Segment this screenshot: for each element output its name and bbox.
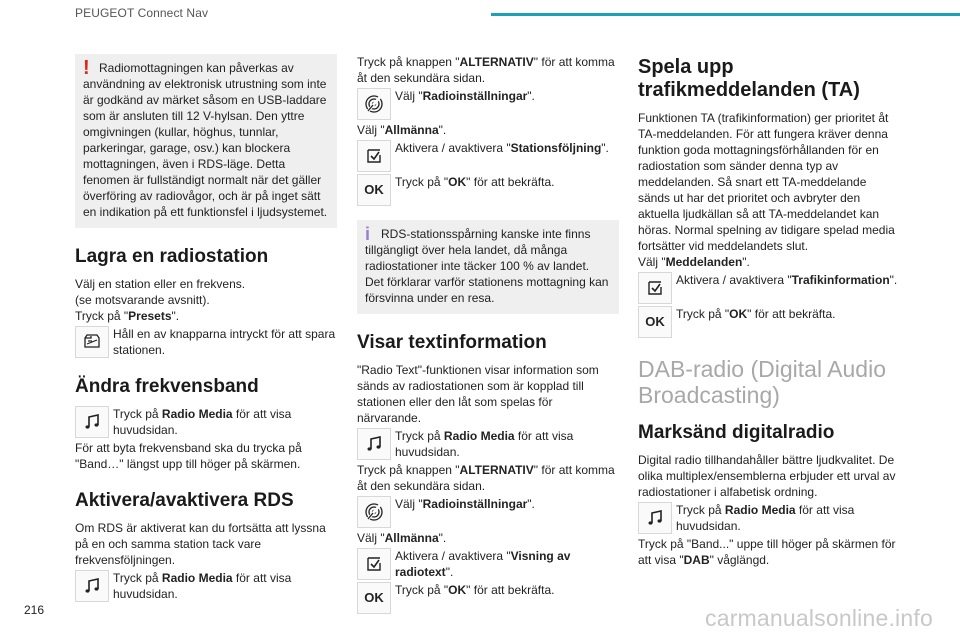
- presets-icon: [75, 326, 109, 358]
- store-line-2: (se motsvarande avsnitt).: [75, 293, 210, 307]
- ok-step-2: [357, 582, 619, 614]
- ok-step-1: [357, 174, 619, 206]
- ok-icon: OK: [357, 582, 391, 614]
- store-step-text: Håll en av knapparna intryckt för att spara stationen.: [113, 327, 336, 357]
- ok-text-3: Tryck på "OK" för att bekräfta.: [676, 307, 836, 321]
- ok-icon: OK: [638, 306, 672, 338]
- ok-text-1: Tryck på "OK" för att bekräfta.: [395, 175, 555, 189]
- ok-icon: OK: [357, 174, 391, 206]
- warning-icon: !: [83, 57, 90, 79]
- heading-store-station: Lagra en radiostation: [75, 246, 269, 267]
- dab-band-text: Tryck på "Band..." uppe till höger på skärmen för att visa "DAB" våglängd.: [638, 537, 896, 567]
- store-step: [75, 326, 337, 358]
- column-2: [357, 54, 619, 616]
- heading-change-band: Ändra frekvensband: [75, 376, 259, 397]
- heading-text-info: Visar textinformation: [357, 332, 547, 353]
- messages-text: Välj "Meddelanden".: [638, 255, 750, 269]
- heading-rds: Aktivera/avaktivera RDS: [75, 490, 294, 511]
- band-step-text: Tryck på Radio Media för att visa huvudsidan.: [113, 407, 292, 437]
- radio-media-step: [357, 428, 619, 460]
- ok-step-3: [638, 306, 900, 338]
- radio-signal-icon: [357, 496, 391, 528]
- station-follow-step: [357, 140, 619, 172]
- general-text-1: Välj "Allmänna".: [357, 123, 447, 137]
- band-text: För att byta frekvensband ska du trycka på "Band…" längst upp till höger på skärmen.: [75, 441, 302, 471]
- traffic-info-step: [638, 272, 900, 304]
- info-box: [357, 220, 619, 314]
- heading-dab: DAB-radio (Digital Audio Broadcasting): [638, 356, 887, 408]
- music-note-icon: [638, 502, 672, 534]
- radio-settings-text-2: Välj "Radioinställningar".: [395, 497, 535, 511]
- rds-step-text: Tryck på Radio Media för att visa huvudsidan.: [113, 571, 292, 601]
- ok-text-2: Tryck på "OK" för att bekräfta.: [395, 583, 555, 597]
- alternativ-text-1: Tryck på knappen "ALTERNATIV" för att komma åt den sekundära sidan.: [357, 55, 615, 85]
- radio-settings-step-1: [357, 88, 619, 120]
- radiotext-text: Aktivera / avaktivera "Visning av radiotext".: [395, 549, 571, 579]
- station-follow-text: Aktivera / avaktivera "Stationsföljning".: [395, 141, 609, 155]
- dab-text: Digital radio tillhandahåller bättre ljudkvalitet. De olika multiplex/ensemblerna erbjuder ett urval av radiostationer i alfabetisk ordning.: [638, 453, 896, 499]
- info-text: RDS-stationsspårning kanske inte finns tillgängligt över hela landet, då många radiostationer inte täcker 100 % av landet. Det förklarar varför stationens mottagning kan försvinna under en resa.: [365, 227, 609, 305]
- heading-ta: Spela upp trafikmeddelanden (TA): [638, 56, 860, 101]
- music-note-icon: [75, 406, 109, 438]
- warning-text: Radiomottagningen kan påverkas av användning av elektronisk utrustning som inte är godkänd av märket såsom en USB-laddare som är ansluten till 12 V-hylsan. Den yttre omgivningen (kullar, höghus, tunnlar, parkeringar, garage, osv.) kan blockera mottagningen, även i RDS-läge. Detta fenomen är fullständigt normalt när det gäller överföring av radiovågor, och är på inget sätt en indikation på ett funktionsfel i ljudsystemet.: [83, 61, 328, 219]
- column-1: [75, 54, 337, 604]
- rds-text: Om RDS är aktiverat kan du fortsätta att lyssna på en och samma station tack vare frekvensföljningen.: [75, 521, 326, 567]
- checkbox-icon: [638, 272, 672, 304]
- alternativ-text-2: Tryck på knappen "ALTERNATIV" för att komma åt den sekundära sidan.: [357, 463, 615, 493]
- music-note-icon: [75, 570, 109, 602]
- radiotext-step: [357, 548, 619, 580]
- rds-step: [75, 570, 337, 602]
- column-3: [638, 54, 900, 568]
- radio-settings-step-2: [357, 496, 619, 528]
- heading-digital-radio: Marksänd digitalradio: [638, 422, 835, 443]
- text-intro: "Radio Text"-funktionen visar information som sänds av radiostationen som är kopplad till stationen eller den låt som spelas för närvarande.: [357, 363, 599, 425]
- checkbox-icon: [357, 140, 391, 172]
- store-line-3: Tryck på "Presets".: [75, 309, 180, 323]
- page-number: 216: [24, 603, 45, 617]
- dab-radio-media-step: [638, 502, 900, 534]
- header-accent-bar: [491, 13, 960, 16]
- radio-settings-text-1: Välj "Radioinställningar".: [395, 89, 535, 103]
- general-text-2: Välj "Allmänna".: [357, 531, 447, 545]
- radio-signal-icon: [357, 88, 391, 120]
- radio-media-text: Tryck på Radio Media för att visa huvudsidan.: [395, 429, 574, 459]
- traffic-info-text: Aktivera / avaktivera "Trafikinformation".: [676, 273, 898, 287]
- warning-box: [75, 54, 337, 228]
- checkbox-icon: [357, 548, 391, 580]
- store-line-1: Välj en station eller en frekvens.: [75, 277, 246, 291]
- dab-radio-media-text: Tryck på Radio Media för att visa huvudsidan.: [676, 503, 855, 533]
- watermark: carmanualsonline.info: [705, 605, 933, 631]
- music-note-icon: [357, 428, 391, 460]
- info-icon: i: [365, 224, 371, 244]
- ta-text: Funktionen TA (trafikinformation) ger prioritet åt TA-meddelanden. För att fungera kräver denna funktion goda mottagningsförhållanden för en radiostation som sänder denna typ av meddelanden. Så snart ett TA-meddelande sänds ut har det prioritet och avbryter den aktuella ljudkällan så att TA-meddelandet kan höras. Normal spelning av tidigare spelad media fortsätter vid meddelandets slut.: [638, 111, 895, 253]
- band-step: [75, 406, 337, 438]
- running-header: PEUGEOT Connect Nav: [75, 6, 209, 20]
